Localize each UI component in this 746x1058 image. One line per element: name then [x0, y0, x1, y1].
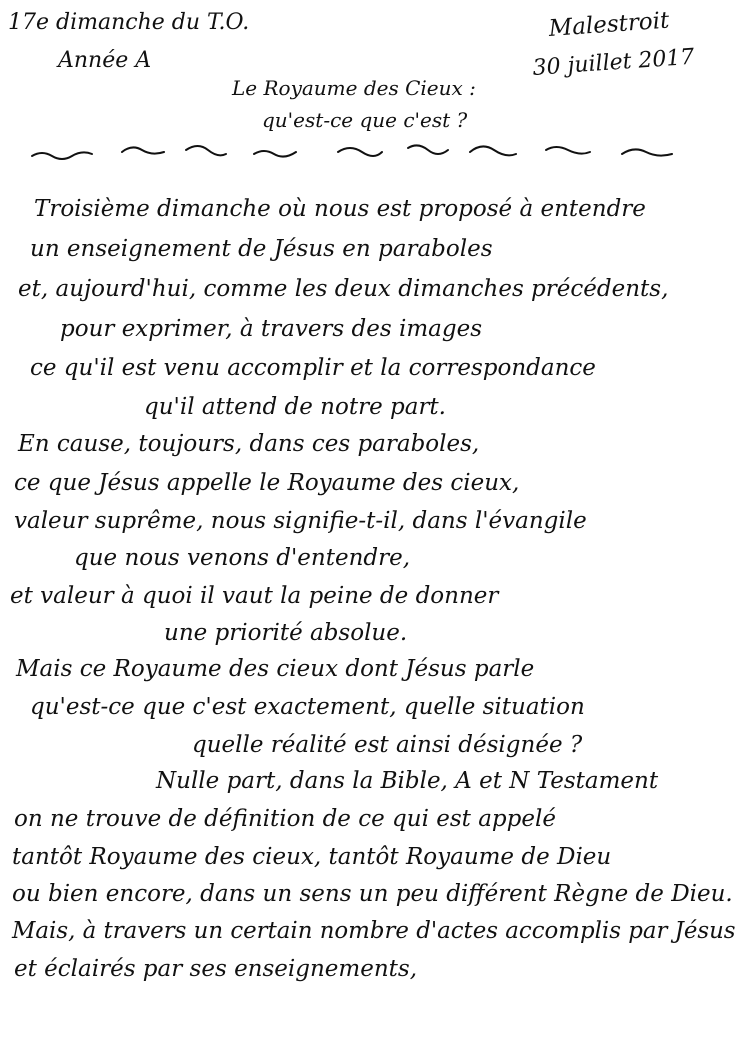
text-line: Mais, à travers un certain nombre d'actes accomplis par Jésus — [12, 918, 736, 944]
text-line: En cause, toujours, dans ces paraboles, — [18, 431, 480, 457]
liturgical-date: 17e dimanche du T.O. — [8, 10, 250, 35]
text-line: valeur suprême, nous signifie-t-il, dans l'évangile — [14, 508, 587, 534]
text-line: qu'est-ce que c'est exactement, quelle situation — [30, 694, 585, 720]
text-line: et, aujourd'hui, comme les deux dimanches précédents, — [18, 276, 669, 302]
text-line: que nous venons d'entendre, — [74, 545, 411, 571]
text-line: qu'il attend de notre part. — [144, 394, 446, 420]
wavy-divider — [30, 138, 710, 166]
text-line: pour exprimer, à travers des images — [60, 316, 483, 342]
text-line: ce qu'il est venu accomplir et la correspondance — [30, 355, 596, 381]
place-name: Malestroit — [547, 7, 671, 42]
text-line: Mais ce Royaume des cieux dont Jésus parle — [16, 656, 535, 682]
text-line: tantôt Royaume des cieux, tantôt Royaume de Dieu — [12, 844, 612, 870]
text-line: quelle réalité est ainsi désignée ? — [192, 732, 583, 758]
text-line: une priorité absolue. — [164, 620, 408, 646]
text-line: ou bien encore, dans un sens un peu différent Règne de Dieu. — [12, 881, 733, 907]
liturgical-year: Année A — [58, 48, 152, 73]
text-line: Nulle part, dans la Bible, A et N Testament — [156, 768, 659, 794]
title-line-1: Le Royaume des Cieux : — [232, 76, 476, 100]
text-line: et éclairés par ses enseignements, — [14, 956, 418, 982]
text-line: un enseignement de Jésus en paraboles — [30, 236, 493, 262]
title-line-2: qu'est-ce que c'est ? — [262, 108, 468, 132]
text-line: ce que Jésus appelle le Royaume des cieux, — [14, 470, 520, 496]
text-line: on ne trouve de définition de ce qui est appelé — [14, 806, 556, 832]
text-line: Troisième dimanche où nous est proposé à entendre — [34, 196, 646, 222]
date: 30 juillet 2017 — [531, 44, 696, 81]
text-line: et valeur à quoi il vaut la peine de donner — [10, 583, 499, 609]
